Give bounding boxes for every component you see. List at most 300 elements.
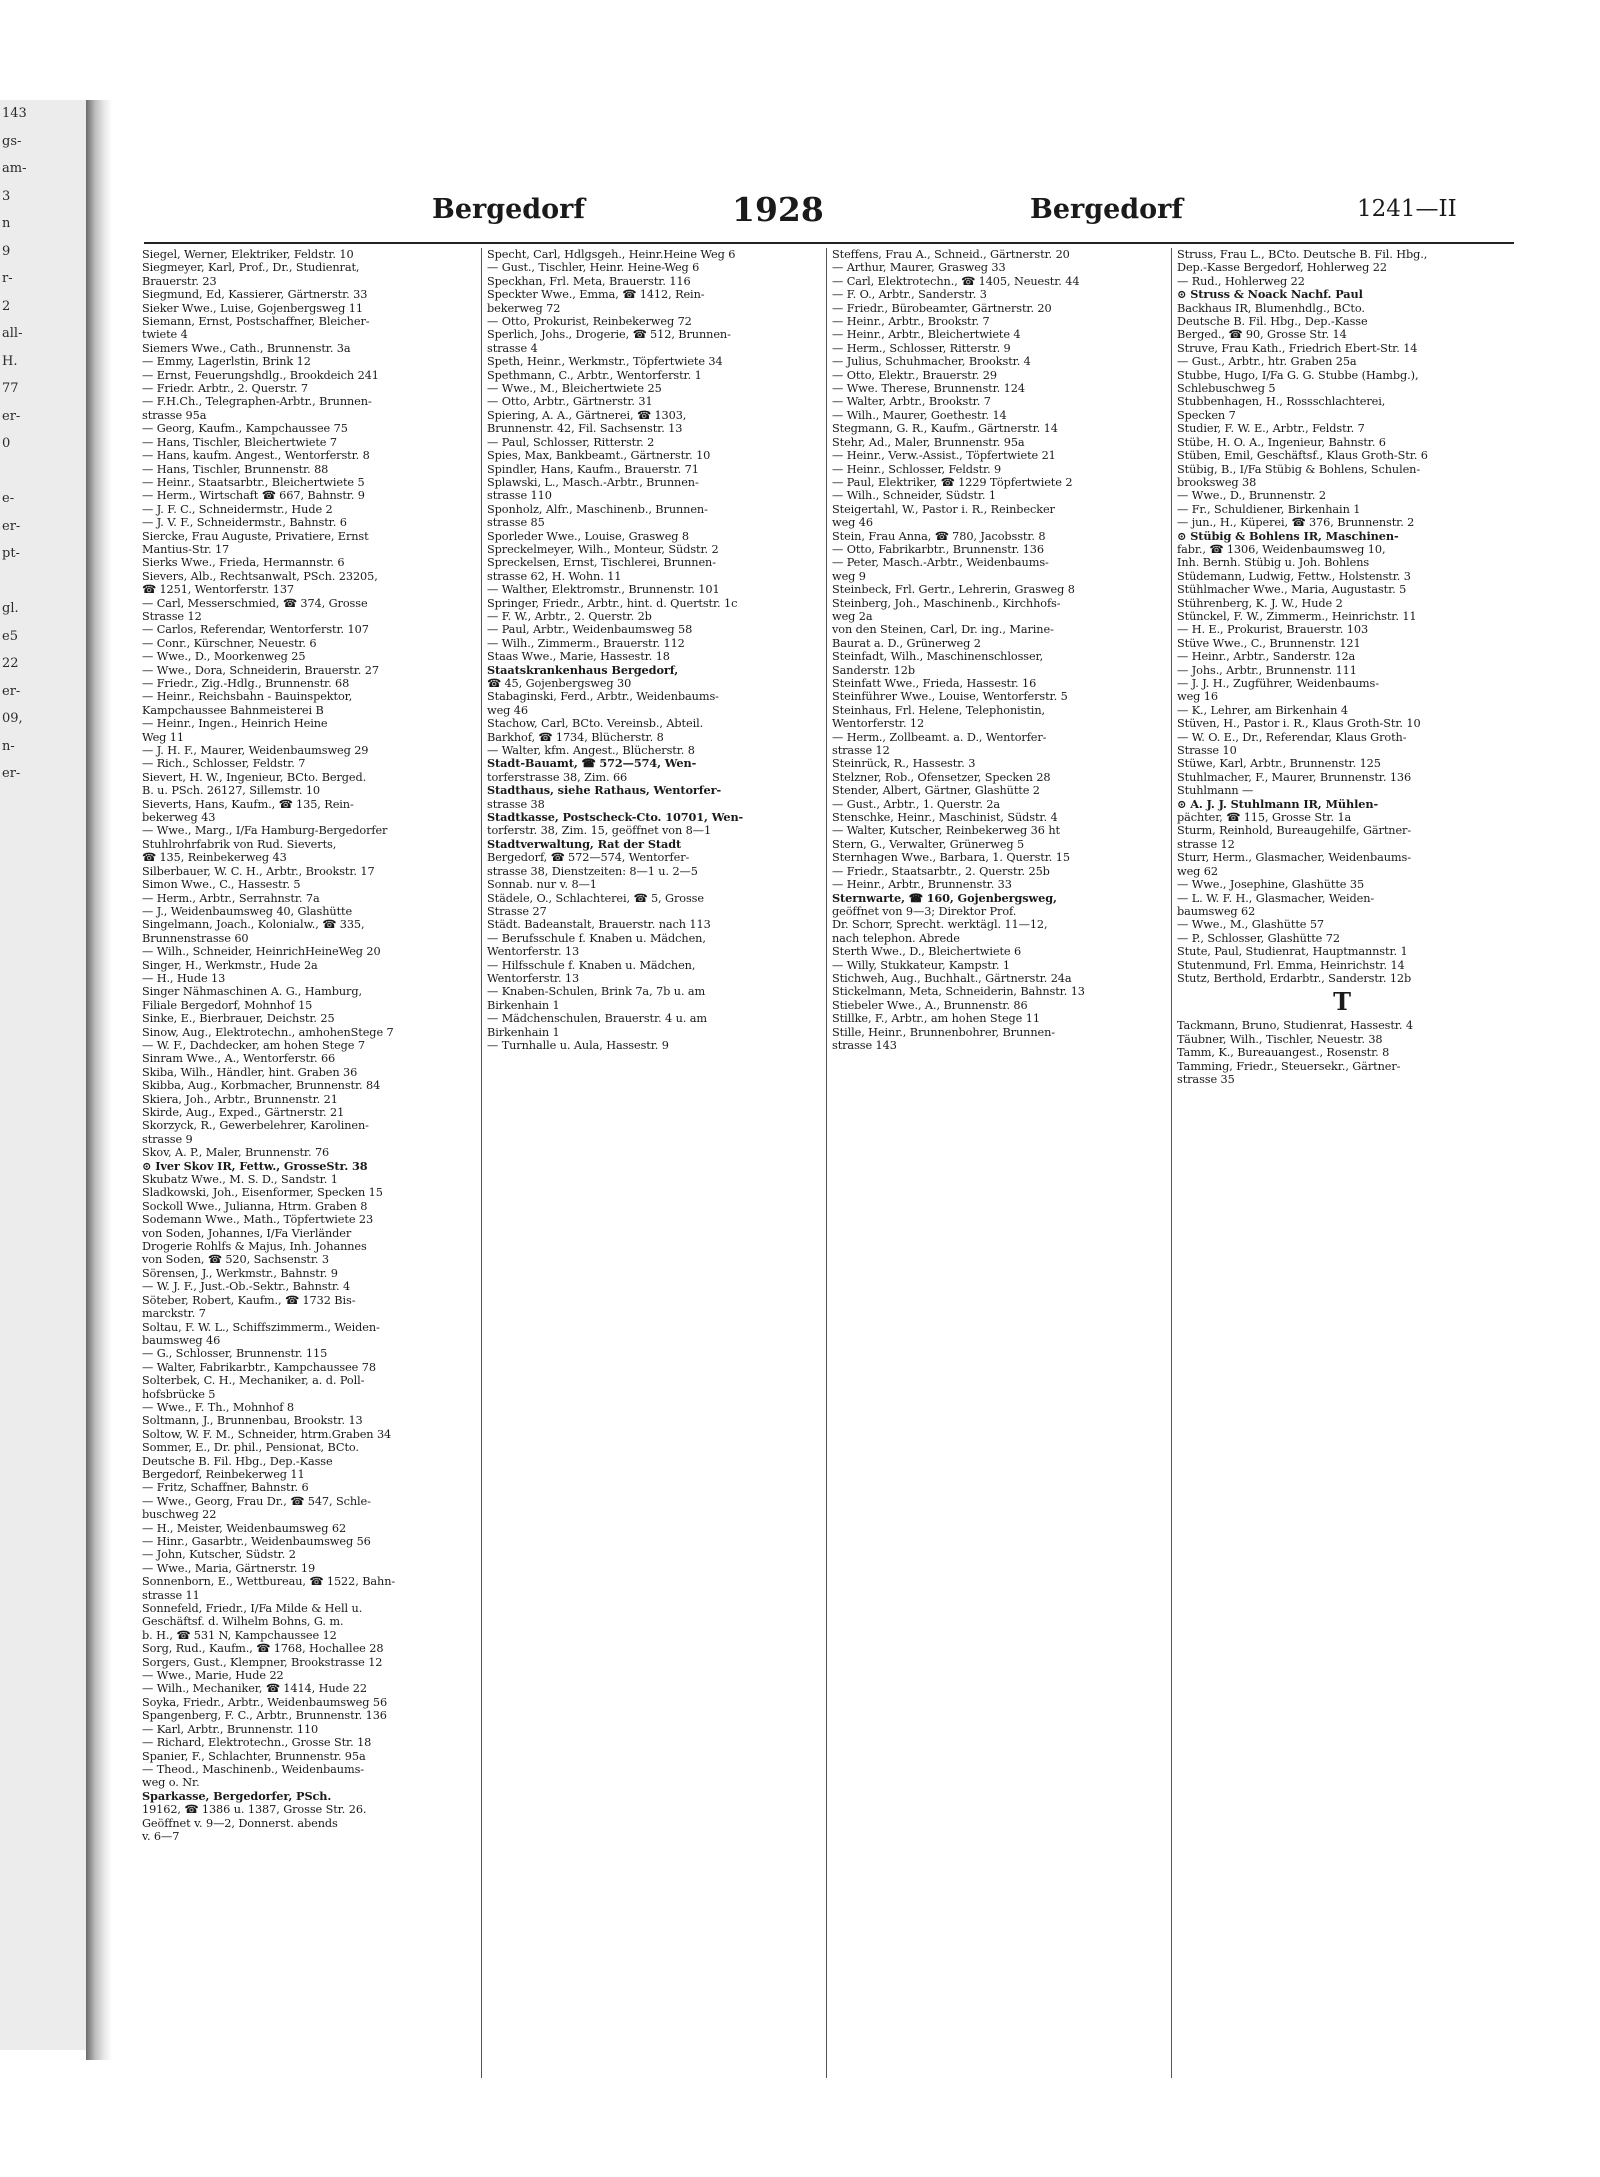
directory-entry: strasse 12 [1177,837,1235,851]
directory-entry: Sladkowski, Joh., Eisenformer, Specken 15 [142,1186,383,1200]
directory-entry: Stehr, Ad., Maler, Brunnenstr. 95a [832,435,1025,449]
directory-entry: ⊙ A. J. J. Stuhlmann IR, Mühlen- [1177,797,1379,811]
directory-entry: Filiale Bergedorf, Mohnhof 15 [142,998,313,1012]
directory-entry: Stadthaus, siehe Rathaus, Wentorfer- [487,784,722,798]
directory-entry: Dr. Schorr, Sprecht. werktägl. 11—12, [832,918,1048,932]
directory-entry: — Wilh., Maurer, Goethestr. 14 [832,408,1007,422]
directory-entry: weg 2a [832,609,873,623]
directory-entry: Steinbeck, Frl. Gertr., Lehrerin, Grasweg 8 [832,583,1075,597]
left-page-fragment [0,1145,90,1173]
directory-entry: Singelmann, Joach., Kolonialw., ☎ 335, [142,918,365,932]
directory-entry: — L. W. F. H., Glasmacher, Weiden- [1177,891,1375,905]
directory-entry: Mantius-Str. 17 [142,542,230,556]
directory-entry: Berged., ☎ 90, Grosse Str. 14 [1177,328,1347,342]
directory-entry: v. 6—7 [142,1829,180,1843]
directory-entry: Drogerie Rohlfs & Majus, Inh. Johannes [142,1240,367,1254]
directory-entry: — Carl, Elektrotechn., ☎ 1405, Neuestr. 44 [832,274,1080,288]
directory-entry: Soltmann, J., Brunnenbau, Brookstr. 13 [142,1414,363,1428]
directory-entry: — Walter, Arbtr., Brookstr. 7 [832,395,991,409]
left-page-fragment [0,1365,90,1393]
directory-entry: ⊙ Iver Skov IR, Fettw., GrosseStr. 38 [142,1159,368,1173]
directory-entry: — Mädchenschulen, Brauerstr. 4 u. am [487,1012,707,1026]
directory-entry: Sodemann Wwe., Math., Töpfertwiete 23 [142,1213,374,1227]
directory-entry: — Otto, Fabrikarbtr., Brunnenstr. 136 [832,542,1044,556]
directory-entry: Bergedorf, Reinbekerweg 11 [142,1467,305,1481]
directory-entry: — Arthur, Maurer, Grasweg 33 [832,261,1006,275]
directory-entry: Singer Nähmaschinen A. G., Hamburg, [142,985,362,999]
directory-entry: — Hans, kaufm. Angest., Wentorferstr. 8 [142,449,370,463]
directory-entry: Stelzner, Rob., Ofensetzer, Specken 28 [832,770,1051,784]
directory-entry: — Carlos, Referendar, Wentorferstr. 107 [142,623,369,637]
left-page-fragment: er- [2,408,21,424]
directory-entry: Stüben, Emil, Geschäftsf., Klaus Groth-Str. 6 [1177,449,1428,463]
left-page-fragment [0,1090,90,1118]
directory-entry: Steinfadt, Wilh., Maschinenschlosser, [832,650,1044,664]
header-town-right: Bergedorf [1030,194,1184,225]
directory-entry: Sieverts, Hans, Kaufm., ☎ 135, Rein- [142,797,354,811]
left-page-fragment: am- [2,161,27,176]
left-page-fragment [0,458,90,486]
directory-entry: — Paul, Arbtr., Weidenbaumsweg 58 [487,623,693,637]
directory-entry: Sierks Wwe., Frieda, Hermannstr. 6 [142,556,345,570]
directory-entry: B. u. PSch. 26127, Sillemstr. 10 [142,784,321,798]
directory-entry: — F. O., Arbtr., Sanderstr. 3 [832,288,987,302]
directory-entry: Strasse 10 [1177,744,1237,758]
book-gutter [86,100,112,2060]
directory-entry: Steinhaus, Frl. Helene, Telephonistin, [832,703,1045,717]
directory-entry: Speckhan, Frl. Meta, Brauerstr. 116 [487,274,691,288]
directory-entry: Dep.-Kasse Bergedorf, Hohlerweg 22 [1177,261,1387,275]
left-page-fragment: all- [2,326,23,341]
left-page-fragment [0,925,90,953]
directory-entry: Stabaginski, Ferd., Arbtr., Weidenbaums- [487,690,719,704]
directory-entry: Skov, A. P., Maler, Brunnenstr. 76 [142,1146,330,1160]
directory-entry: — Wwe., Josephine, Glashütte 35 [1177,878,1365,892]
directory-entry: — Friedr. Arbtr., 2. Querstr. 7 [142,382,309,396]
directory-entry: brooksweg 38 [1177,475,1257,489]
left-page-fragment: n- [2,738,15,754]
directory-entry: Specken 7 [1177,408,1236,422]
left-page-fragment [0,1723,90,1751]
directory-entry: — Wwe., M., Glashütte 57 [1177,918,1325,932]
directory-entry: — Wilh., Schneider, Südstr. 1 [832,489,996,503]
left-page-fragment: 77 [2,381,19,396]
left-page-fragment: 22 [2,656,19,671]
directory-entry: Stegmann, G. R., Kaufm., Gärtnerstr. 14 [832,422,1058,436]
directory-entry: — Heinr., Arbtr., Sanderstr. 12a [1177,650,1356,664]
directory-entry: Spethmann, C., Arbtr., Wentorferstr. 1 [487,368,702,382]
directory-entry: — W. J. F., Just.-Ob.-Sektr., Bahnstr. 4 [142,1280,351,1294]
directory-entry: Strasse 27 [487,904,547,918]
directory-entry: — Friedr., Bürobeamter, Gärtnerstr. 20 [832,301,1052,315]
directory-entry: — F.H.Ch., Telegraphen-Arbtr., Brunnen- [142,395,372,409]
directory-entry: weg 46 [487,703,528,717]
directory-entry: von Soden, ☎ 520, Sachsenstr. 3 [142,1253,329,1267]
directory-entry: — Carl, Messerschmied, ☎ 374, Grosse [142,596,368,610]
directory-entry: Weg 11 [142,730,184,744]
directory-entry: Sockoll Wwe., Julianna, Htrm. Graben 8 [142,1199,368,1213]
directory-entry: strasse 11 [142,1588,200,1602]
directory-entry: Stüwe, Karl, Arbtr., Brunnenstr. 125 [1177,757,1381,771]
directory-entry: — Wilh., Zimmerm., Brauerstr. 112 [487,636,685,650]
directory-entry: Stuhlmann — [1177,784,1254,798]
directory-entry: Brauerstr. 23 [142,274,217,288]
directory-entry: Stubbenhagen, H., Rossschlachterei, [1177,395,1386,409]
directory-entry: — Heinr., Ingen., Heinrich Heine [142,717,328,731]
left-page-fragment: e- [2,491,15,506]
directory-entry: — Otto, Elektr., Brauerstr. 29 [832,368,997,382]
left-page-fragment [0,1750,90,1778]
left-page-fragment: gs- [2,133,22,149]
directory-entry: Sonnab. nur v. 8—1 [487,878,597,892]
directory-entry: Stadtkasse, Postscheck-Cto. 10701, Wen- [487,811,744,825]
directory-entry: Stute, Paul, Studienrat, Hauptmannstr. 1 [1177,945,1408,959]
directory-entry: strasse 85 [487,516,545,530]
directory-entry: Stübe, H. O. A., Ingenieur, Bahnstr. 6 [1177,435,1386,449]
column-3 [832,248,1162,2078]
directory-entry: — J. F. C., Schneidermstr., Hude 2 [142,502,333,516]
directory-entry: — Walter, Kutscher, Reinbekerweg 36 ht [832,824,1060,838]
directory-entry: Silberbauer, W. C. H., Arbtr., Brookstr. 17 [142,864,375,878]
left-page-fragment [0,568,90,596]
directory-entry: hofsbrücke 5 [142,1387,216,1401]
left-page-fragment [0,1943,90,1971]
directory-entry: fabr., ☎ 1306, Weidenbaumsweg 10, [1177,542,1386,556]
directory-entry: Sonnenborn, E., Wettbureau, ☎ 1522, Bahn- [142,1575,396,1589]
directory-entry: — Walther, Elektromstr., Brunnenstr. 101 [487,583,720,597]
directory-entry: — Heinr., Verw.-Assist., Töpfertwiete 21 [832,449,1056,463]
directory-entry: Sponholz, Alfr., Maschinenb., Brunnen- [487,502,708,516]
directory-entry: Stenschke, Heinr., Maschinist, Südstr. 4 [832,811,1058,825]
directory-entry: — Wwe., D., Brunnenstr. 2 [1177,489,1326,503]
directory-entry: Stadt-Bauamt, ☎ 572—574, Wen- [487,757,697,771]
left-page-fragment: er- [2,518,21,534]
directory-entry: Stille, Heinr., Brunnenbohrer, Brunnen- [832,1025,1055,1039]
directory-entry: Steinrück, R., Hassestr. 3 [832,757,976,771]
directory-entry: Stutz, Berthold, Erdarbtr., Sanderstr. 12b [1177,971,1412,985]
directory-entry: Spreckelmeyer, Wilh., Monteur, Südstr. 2 [487,542,719,556]
left-page-fragment: 3 [2,188,11,204]
directory-entry: Spiering, A. A., Gärtnerei, ☎ 1303, [487,408,687,422]
directory-entry: torferstrasse 38, Zim. 66 [487,770,628,784]
directory-entry: nach telephon. Abrede [832,931,960,945]
directory-entry: — J. V. F., Schneidermstr., Bahnstr. 6 [142,516,347,530]
left-page-fragment [0,1310,90,1338]
left-page-fragment: 0 [2,436,11,451]
left-page-fragment [0,1475,90,1503]
column-divider [1171,248,1172,2078]
directory-entry: strasse 110 [487,489,552,503]
directory-entry: Stühlmacher Wwe., Maria, Augustastr. 5 [1177,583,1407,597]
left-page-fragment [0,1805,90,1833]
directory-entry: Deutsche B. Fil. Hbg., Dep.-Kasse [1177,315,1368,329]
directory-entry: — Paul, Schlosser, Ritterstr. 2 [487,435,655,449]
directory-entry: Sternhagen Wwe., Barbara, 1. Querstr. 15 [832,851,1070,865]
directory-entry: — W. F., Dachdecker, am hohen Stege 7 [142,1038,365,1052]
directory-entry: Stüve Wwe., C., Brunnenstr. 121 [1177,636,1361,650]
directory-entry: — John, Kutscher, Südstr. 2 [142,1548,296,1562]
directory-entry: Stichweh, Aug., Buchhalt., Gärtnerstr. 24a [832,971,1072,985]
left-page-fragment [0,898,90,926]
directory-entry: Soyka, Friedr., Arbtr., Weidenbaumsweg 56 [142,1695,388,1709]
column-4 [1177,248,1507,2078]
directory-entry: marckstr. 7 [142,1307,206,1321]
directory-entry: — Wwe. Therese, Brunnenstr. 124 [832,382,1025,396]
directory-entry: Skubatz Wwe., M. S. D., Sandstr. 1 [142,1173,338,1187]
directory-entry: Stubbe, Hugo, I/Fa G. G. Stubbe (Hambg.), [1177,368,1419,382]
directory-entry: Städele, O., Schlachterei, ☎ 5, Grosse [487,891,704,905]
entry-columns [142,248,1522,2078]
left-page-fragment [0,870,90,898]
directory-entry: — H. E., Prokurist, Brauerstr. 103 [1177,623,1369,637]
left-page-fragment [0,1448,90,1476]
directory-entry: weg 9 [832,569,866,583]
directory-entry: Brunnenstrasse 60 [142,931,249,945]
directory-entry: — G., Schlosser, Brunnenstr. 115 [142,1347,328,1361]
directory-entry: — Peter, Masch.-Arbtr., Weidenbaums- [832,556,1049,570]
directory-entry: Stiebeler Wwe., A., Brunnenstr. 86 [832,998,1028,1012]
directory-entry: — W. O. E., Dr., Referendar, Klaus Groth- [1177,730,1407,744]
directory-entry: baumsweg 46 [142,1333,221,1347]
directory-entry: ⊙ Stübig & Bohlens IR, Maschinen- [1177,529,1399,543]
directory-entry: Birkenhain 1 [487,1025,560,1039]
directory-entry: Steinführer Wwe., Louise, Wentorferstr. 5 [832,690,1068,704]
left-page-fragment [0,1530,90,1558]
left-page-fragment [0,1695,90,1723]
left-page-fragment [0,1228,90,1256]
directory-entry: Sporleder Wwe., Louise, Grasweg 8 [487,529,689,543]
directory-entry: Struve, Frau Kath., Friedrich Ebert-Str. 14 [1177,341,1418,355]
directory-entry: Struss, Frau L., BCto. Deutsche B. Fil. Hbg., [1177,248,1428,261]
directory-entry: Siemann, Ernst, Postschaffner, Bleicher- [142,315,370,329]
directory-entry: — J. J. H., Zugführer, Weidenbaums- [1177,677,1379,690]
directory-entry: b. H., ☎ 531 N, Kampchaussee 12 [142,1628,337,1642]
left-page-fragment [0,788,90,816]
directory-entry: Splawski, L., Masch.-Arbtr., Brunnen- [487,475,699,489]
directory-entry: Siercke, Frau Auguste, Privatiere, Ernst [142,529,369,543]
directory-entry: Stünckel, F. W., Zimmerm., Heinrichstr. 11 [1177,609,1417,623]
left-page-fragment [0,1613,90,1641]
directory-entry: Stuhlmacher, F., Maurer, Brunnenstr. 136 [1177,770,1412,784]
directory-entry: — J., Weidenbaumsweg 40, Glashütte [142,904,353,918]
directory-entry: Stührenberg, K. J. W., Hude 2 [1177,596,1343,610]
column-divider [826,248,827,2078]
directory-entry: Sturm, Reinhold, Bureaugehilfe, Gärtner- [1177,824,1412,838]
directory-entry: Singer, H., Werkmstr., Hude 2a [142,958,318,972]
directory-entry: strasse 143 [832,1038,897,1052]
directory-entry: weg o. Nr. [142,1776,200,1790]
directory-entry: Solterbek, C. H., Mechaniker, a. d. Poll- [142,1374,365,1388]
directory-entry: Sonnefeld, Friedr., I/Fa Milde & Hell u. [142,1602,363,1616]
directory-entry: Wentorferstr. 13 [487,971,580,985]
directory-entry: Staatskrankenhaus Bergedorf, [487,663,679,677]
directory-entry: — Wwe., F. Th., Mohnhof 8 [142,1400,294,1414]
directory-entry: buschweg 22 [142,1508,217,1522]
directory-entry: Steigertahl, W., Pastor i. R., Reinbecker [832,502,1055,516]
left-page-fragment: e5 [2,628,18,644]
directory-entry: Spreckelsen, Ernst, Tischlerei, Brunnen- [487,556,716,570]
directory-entry: — Heinr., Staatsarbtr., Bleichertwiete 5 [142,475,365,489]
left-page-fragment [0,1668,90,1696]
directory-entry: — Wwe., D., Moorkenweg 25 [142,650,306,664]
directory-entry: — Karl, Arbtr., Brunnenstr. 110 [142,1722,319,1736]
column-2 [487,248,817,2078]
directory-entry: — Hinr., Gasarbtr., Weidenbaumsweg 56 [142,1535,371,1548]
directory-entry: Stender, Albert, Gärtner, Glashütte 2 [832,784,1040,798]
directory-entry: Geschäftsf. d. Wilhelm Bohns, G. m. [142,1615,344,1629]
directory-entry: Skiera, Joh., Arbtr., Brunnenstr. 21 [142,1092,338,1106]
left-page-fragment [0,843,90,871]
directory-entry: Sinke, E., Bierbrauer, Deichstr. 25 [142,1012,335,1026]
directory-entry: Sperlich, Johs., Drogerie, ☎ 512, Brunnen- [487,328,731,342]
left-page-fragment: pt- [2,546,20,561]
column-divider [481,248,482,2078]
directory-entry: Stutenmund, Frl. Emma, Heinrichstr. 14 [1177,958,1405,972]
directory-entry: — Herm., Arbtr., Serrahnstr. 7a [142,891,320,905]
directory-entry: Städt. Badeanstalt, Brauerstr. nach 113 [487,918,711,932]
directory-entry: Siegmeyer, Karl, Prof., Dr., Studienrat, [142,261,360,275]
header-rule [144,242,1514,244]
directory-entry: Simon Wwe., C., Hassestr. 5 [142,878,301,892]
directory-entry: — Wwe., Marg., I/Fa Hamburg-Bergedorfer [142,824,388,838]
directory-entry: Spindler, Hans, Kaufm., Brauerstr. 71 [487,462,699,476]
directory-entry: — jun., H., Küperei, ☎ 376, Brunnenstr. 2 [1177,516,1415,530]
directory-entry: ⊙ Struss & Noack Nachf. Paul [1177,288,1363,302]
left-page-fragment [0,1118,90,1146]
directory-entry: — Wilh., Schneider, HeinrichHeineWeg 20 [142,945,381,959]
left-page-fragment: er- [2,766,21,781]
directory-entry: strasse 38 [487,797,545,811]
directory-entry: Sanderstr. 12b [832,663,915,677]
directory-entry: Söteber, Robert, Kaufm., ☎ 1732 Bis- [142,1293,356,1307]
directory-entry: Inh. Bernh. Stübig u. Joh. Bohlens [1177,556,1370,570]
left-page-fragment [0,1338,90,1366]
left-page-fragment: 2 [2,298,11,314]
directory-entry: — H., Meister, Weidenbaumsweg 62 [142,1521,347,1535]
directory-entry: Birkenhain 1 [487,998,560,1012]
left-page-fragment [0,1503,90,1531]
directory-entry: — Emmy, Lagerlstin, Brink 12 [142,355,311,369]
left-page-fragment [0,1833,90,1861]
directory-entry: — Wwe., Georg, Frau Dr., ☎ 547, Schle- [142,1494,371,1508]
directory-entry: — Wwe., Dora, Schneiderin, Brauerstr. 27 [142,663,379,677]
directory-entry: Täubner, Wilh., Tischler, Neuestr. 38 [1177,1032,1383,1046]
directory-entry: Studier, F. W. E., Arbtr., Feldstr. 7 [1177,422,1365,436]
directory-entry: — Rich., Schlosser, Feldstr. 7 [142,757,306,771]
directory-entry: Sievers, Alb., Rechtsanwalt, PSch. 23205, [142,569,378,583]
left-page-fragment: gl. [2,601,19,616]
directory-entry: — Otto, Arbtr., Gärtnerstr. 31 [487,395,653,409]
directory-entry: Stübig, B., I/Fa Stübig & Bohlens, Schulen- [1177,462,1421,476]
left-page-fragment [0,980,90,1008]
directory-entry: — Paul, Elektriker, ☎ 1229 Töpfertwiete 2 [832,475,1073,489]
directory-entry: — J. H. F., Maurer, Weidenbaumsweg 29 [142,744,369,758]
directory-entry: — Johs., Arbtr., Brunnenstr. 111 [1177,663,1357,677]
directory-entry: — Theod., Maschinenb., Weidenbaums- [142,1762,364,1776]
page-header [112,190,1532,240]
directory-entry: Sternwarte, ☎ 160, Gojenbergsweg, [832,891,1057,905]
directory-entry: Tackmann, Bruno, Studienrat, Hassestr. 4 [1177,1019,1413,1033]
left-page-fragment [0,1255,90,1283]
directory-entry: Geöffnet v. 9—2, Donnerst. abends [142,1816,338,1830]
directory-entry: — H., Hude 13 [142,971,226,985]
directory-entry: — Turnhalle u. Aula, Hassestr. 9 [487,1038,669,1052]
directory-entry: Speckter Wwe., Emma, ☎ 1412, Rein- [487,288,705,302]
directory-entry: baumsweg 62 [1177,904,1256,918]
left-page-fragment [0,1585,90,1613]
directory-entry: Spanier, F., Schlachter, Brunnenstr. 95a [142,1749,366,1763]
directory-entry: strasse 12 [832,744,890,758]
directory-entry: Skorzyck, R., Gewerbelehrer, Karolinen- [142,1119,369,1133]
directory-page [112,120,1532,2100]
directory-entry: — Friedr., Zig.-Hdlg., Brunnenstr. 68 [142,677,350,690]
left-page-fragment [0,1008,90,1036]
directory-entry: — Heinr., Arbtr., Brunnenstr. 33 [832,878,1012,892]
directory-entry: Wentorferstr. 12 [832,717,925,731]
directory-entry: Sommer, E., Dr. phil., Pensionat, BCto. [142,1441,359,1455]
section-letter: T [1333,987,1351,1017]
directory-entry: weg 16 [1177,690,1218,704]
left-page-fragment [0,1393,90,1421]
directory-entry: Sorgers, Gust., Klempner, Brookstrasse 12 [142,1655,383,1669]
directory-entry: — Gust., Arbtr., htr. Graben 25a [1177,355,1357,369]
directory-entry: Sparkasse, Bergedorfer, PSch. [142,1789,332,1803]
directory-entry: Siegmund, Ed, Kassierer, Gärtnerstr. 33 [142,288,368,302]
directory-entry: Sievert, H. W., Ingenieur, BCto. Berged. [142,770,367,784]
directory-entry: bekerweg 72 [487,301,561,315]
directory-entry: Tamming, Friedr., Steuersekr., Gärtner- [1177,1059,1401,1073]
header-page-number: 1241—II [1357,196,1457,222]
directory-entry: Stein, Frau Anna, ☎ 780, Jacobsstr. 8 [832,529,1046,543]
directory-entry: — K., Lehrer, am Birkenhain 4 [1177,703,1348,717]
directory-entry: Sturr, Herm., Glasmacher, Weidenbaums- [1177,851,1411,865]
directory-entry: — Knaben-Schulen, Brink 7a, 7b u. am [487,985,706,999]
directory-entry: Tamm, K., Bureauangest., Rosenstr. 8 [1177,1046,1390,1060]
directory-entry: strasse 35 [1177,1072,1235,1086]
left-page-fragment [0,1283,90,1311]
directory-entry: Stillke, F., Arbtr., am hohen Stege 11 [832,1012,1040,1026]
directory-entry: Soltow, W. F. M., Schneider, htrm.Graben 34 [142,1427,392,1441]
left-page-fragment: er- [2,683,21,699]
directory-entry: — Heinr., Arbtr., Bleichertwiete 4 [832,328,1021,342]
left-page-fragment: 09, [2,711,23,726]
directory-entry: Steinfatt Wwe., Frieda, Hassestr. 16 [832,677,1037,690]
directory-entry: Steinberg, Joh., Maschinenb., Kirchhofs- [832,596,1061,610]
directory-entry: Strasse 12 [142,609,202,623]
directory-entry: — Hans, Tischler, Bleichertwiete 7 [142,435,337,449]
directory-entry: — Ernst, Feuerungshdlg., Brookdeich 241 [142,368,379,382]
directory-entry: Wentorferstr. 13 [487,945,580,959]
directory-entry: Sinow, Aug., Elektrotechn., amhohenStege 7 [142,1025,394,1039]
left-page-fragment [0,1035,90,1063]
left-page-fragment: r- [2,271,13,286]
left-page-fragment [0,1558,90,1586]
left-page-fragment [0,1778,90,1806]
left-page-fragment [0,1200,90,1228]
left-page-edge [0,100,90,2050]
directory-entry: Stuhlrohrfabrik von Rud. Sieverts, [142,837,337,851]
directory-entry: — P., Schlosser, Glashütte 72 [1177,931,1340,945]
directory-entry: Sörensen, J., Werkmstr., Bahnstr. 9 [142,1266,338,1280]
directory-entry: — Richard, Elektrotechn., Grosse Str. 18 [142,1736,372,1750]
left-page-fragment: 143 [2,106,27,121]
directory-entry: Skiba, Wilh., Händler, hint. Graben 36 [142,1065,358,1079]
directory-entry: — Walter, Fabrikarbtr., Kampchaussee 78 [142,1360,376,1374]
directory-entry: — Friedr., Staatsarbtr., 2. Querstr. 25b [832,864,1050,878]
directory-entry: Stern, G., Verwalter, Grünerweg 5 [832,837,1025,851]
directory-entry: — Rud., Hohlerweg 22 [1177,274,1305,288]
directory-entry: — Walter, kfm. Angest., Blücherstr. 8 [487,744,695,758]
